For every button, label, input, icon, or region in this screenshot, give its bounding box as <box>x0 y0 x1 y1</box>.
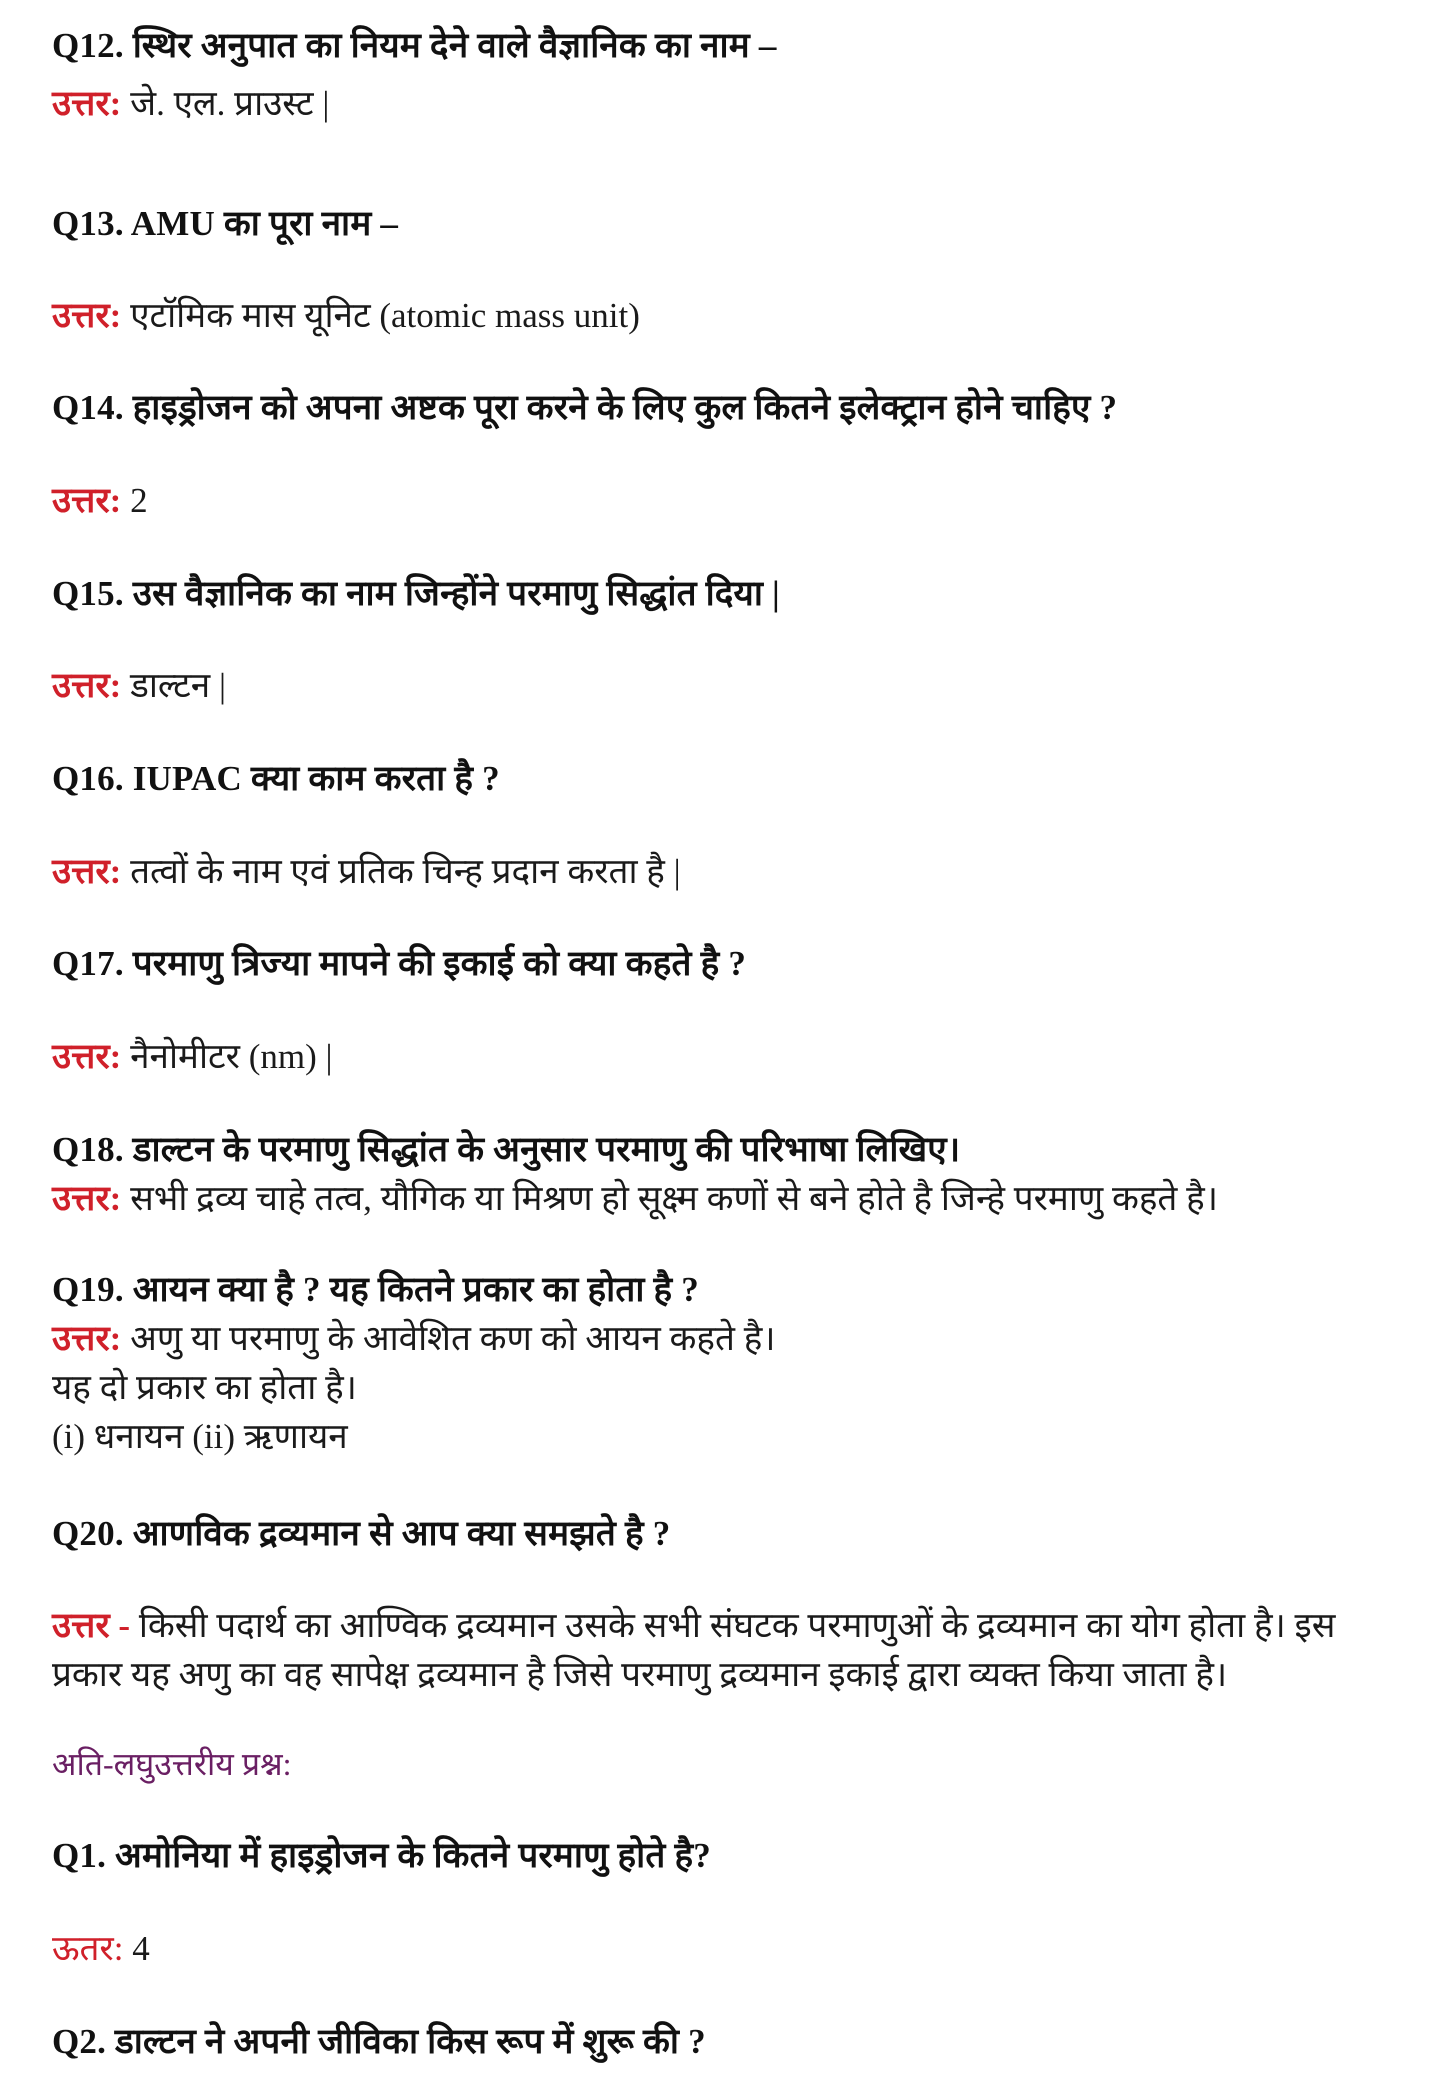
answer-label: उत्तर: <box>52 1037 122 1076</box>
answer-text: किसी पदार्थ का आण्विक द्रव्यमान उसके सभी संघटक परमाणुओं के द्रव्यमान का योग होता है। इस <box>130 1606 1336 1645</box>
answer-q15 <box>52 662 1424 710</box>
question-q17: Q17. परमाणु त्रिज्या मापने की इकाई को क्या कहते है ? <box>52 944 747 983</box>
answer-text: जे. एल. प्राउस्ट | <box>121 84 330 123</box>
answer-label: उत्तर: <box>52 1319 122 1358</box>
answer-label: उत्तर - <box>52 1606 131 1645</box>
answer-text: एटॉमिक मास यूनिट (atomic mass unit) <box>121 296 640 335</box>
question-q16: Q16. IUPAC क्या काम करता है ? <box>52 759 500 798</box>
answer-q19 <box>52 1315 1424 1363</box>
answer-text: सभी द्रव्य चाहे तत्व, यौगिक या मिश्रण हो सूक्ष्म कणों से बने होते है जिन्हे परमाणु कहते है। <box>121 1179 1218 1218</box>
answer-label: उत्तर: <box>52 666 122 705</box>
question-q18: Q18. डाल्टन के परमाणु सिद्धांत के अनुसार परमाणु की परिभाषा लिखिए। <box>52 1130 961 1169</box>
answer-label: उत्तर: <box>52 296 122 335</box>
answer-q16 <box>52 848 1424 896</box>
answer-label: ऊतर: <box>52 1929 124 1968</box>
answer-q19-line2: यह दो प्रकार का होता है। <box>52 1368 357 1407</box>
answer-q1 <box>52 1925 1424 1973</box>
answer-q12 <box>52 80 1424 128</box>
question-q15: Q15. उस वैज्ञानिक का नाम जिन्होंने परमाणु सिद्धांत दिया | <box>52 574 780 613</box>
question-q1: Q1. अमोनिया में हाइड्रोजन के कितने परमाणु होते है? <box>52 1836 711 1875</box>
answer-text: अणु या परमाणु के आवेशित कण को आयन कहते है। <box>121 1319 776 1358</box>
section-heading: अति-लघुउत्तरीय प्रश्न: <box>52 1746 292 1782</box>
question-q20: Q20. आणविक द्रव्यमान से आप क्या समझते है ? <box>52 1514 671 1553</box>
question-q19: Q19. आयन क्या है ? यह कितने प्रकार का होता है ? <box>52 1270 699 1309</box>
answer-label: उत्तर: <box>52 1179 122 1218</box>
answer-label: उत्तर: <box>52 84 122 123</box>
answer-q20-line2: प्रकार यह अणु का वह सापेक्ष द्रव्यमान है जिसे परमाणु द्रव्यमान इकाई द्वारा व्यक्त किया जाता है। <box>52 1655 1228 1694</box>
answer-label: उत्तर: <box>52 852 122 891</box>
question-q2: Q2. डाल्टन ने अपनी जीविका किस रूप में शुरू की ? <box>52 2022 706 2061</box>
question-q13: Q13. AMU का पूरा नाम – <box>52 204 399 243</box>
answer-text: नैनोमीटर (nm) | <box>121 1037 333 1076</box>
question-q12: Q12. स्थिर अनुपात का नियम देने वाले वैज्ञानिक का नाम – <box>52 26 777 65</box>
answer-q18 <box>52 1175 1424 1223</box>
answer-text: डाल्टन | <box>121 666 226 705</box>
answer-q13 <box>52 292 1424 340</box>
answer-text: 2 <box>121 481 148 520</box>
answer-text: 4 <box>123 1929 150 1968</box>
answer-q17 <box>52 1033 1424 1081</box>
question-q14: Q14. हाइड्रोजन को अपना अष्टक पूरा करने के लिए कुल कितने इलेक्ट्रान होने चाहिए ? <box>52 388 1118 427</box>
answer-q14 <box>52 477 1424 525</box>
answer-q20 <box>52 1602 1424 1650</box>
answer-q19-line3: (i) धनायन (ii) ऋणायन <box>52 1417 348 1456</box>
answer-label: उत्तर: <box>52 481 122 520</box>
answer-text: तत्वों के नाम एवं प्रतिक चिन्ह प्रदान करता है | <box>121 852 681 891</box>
